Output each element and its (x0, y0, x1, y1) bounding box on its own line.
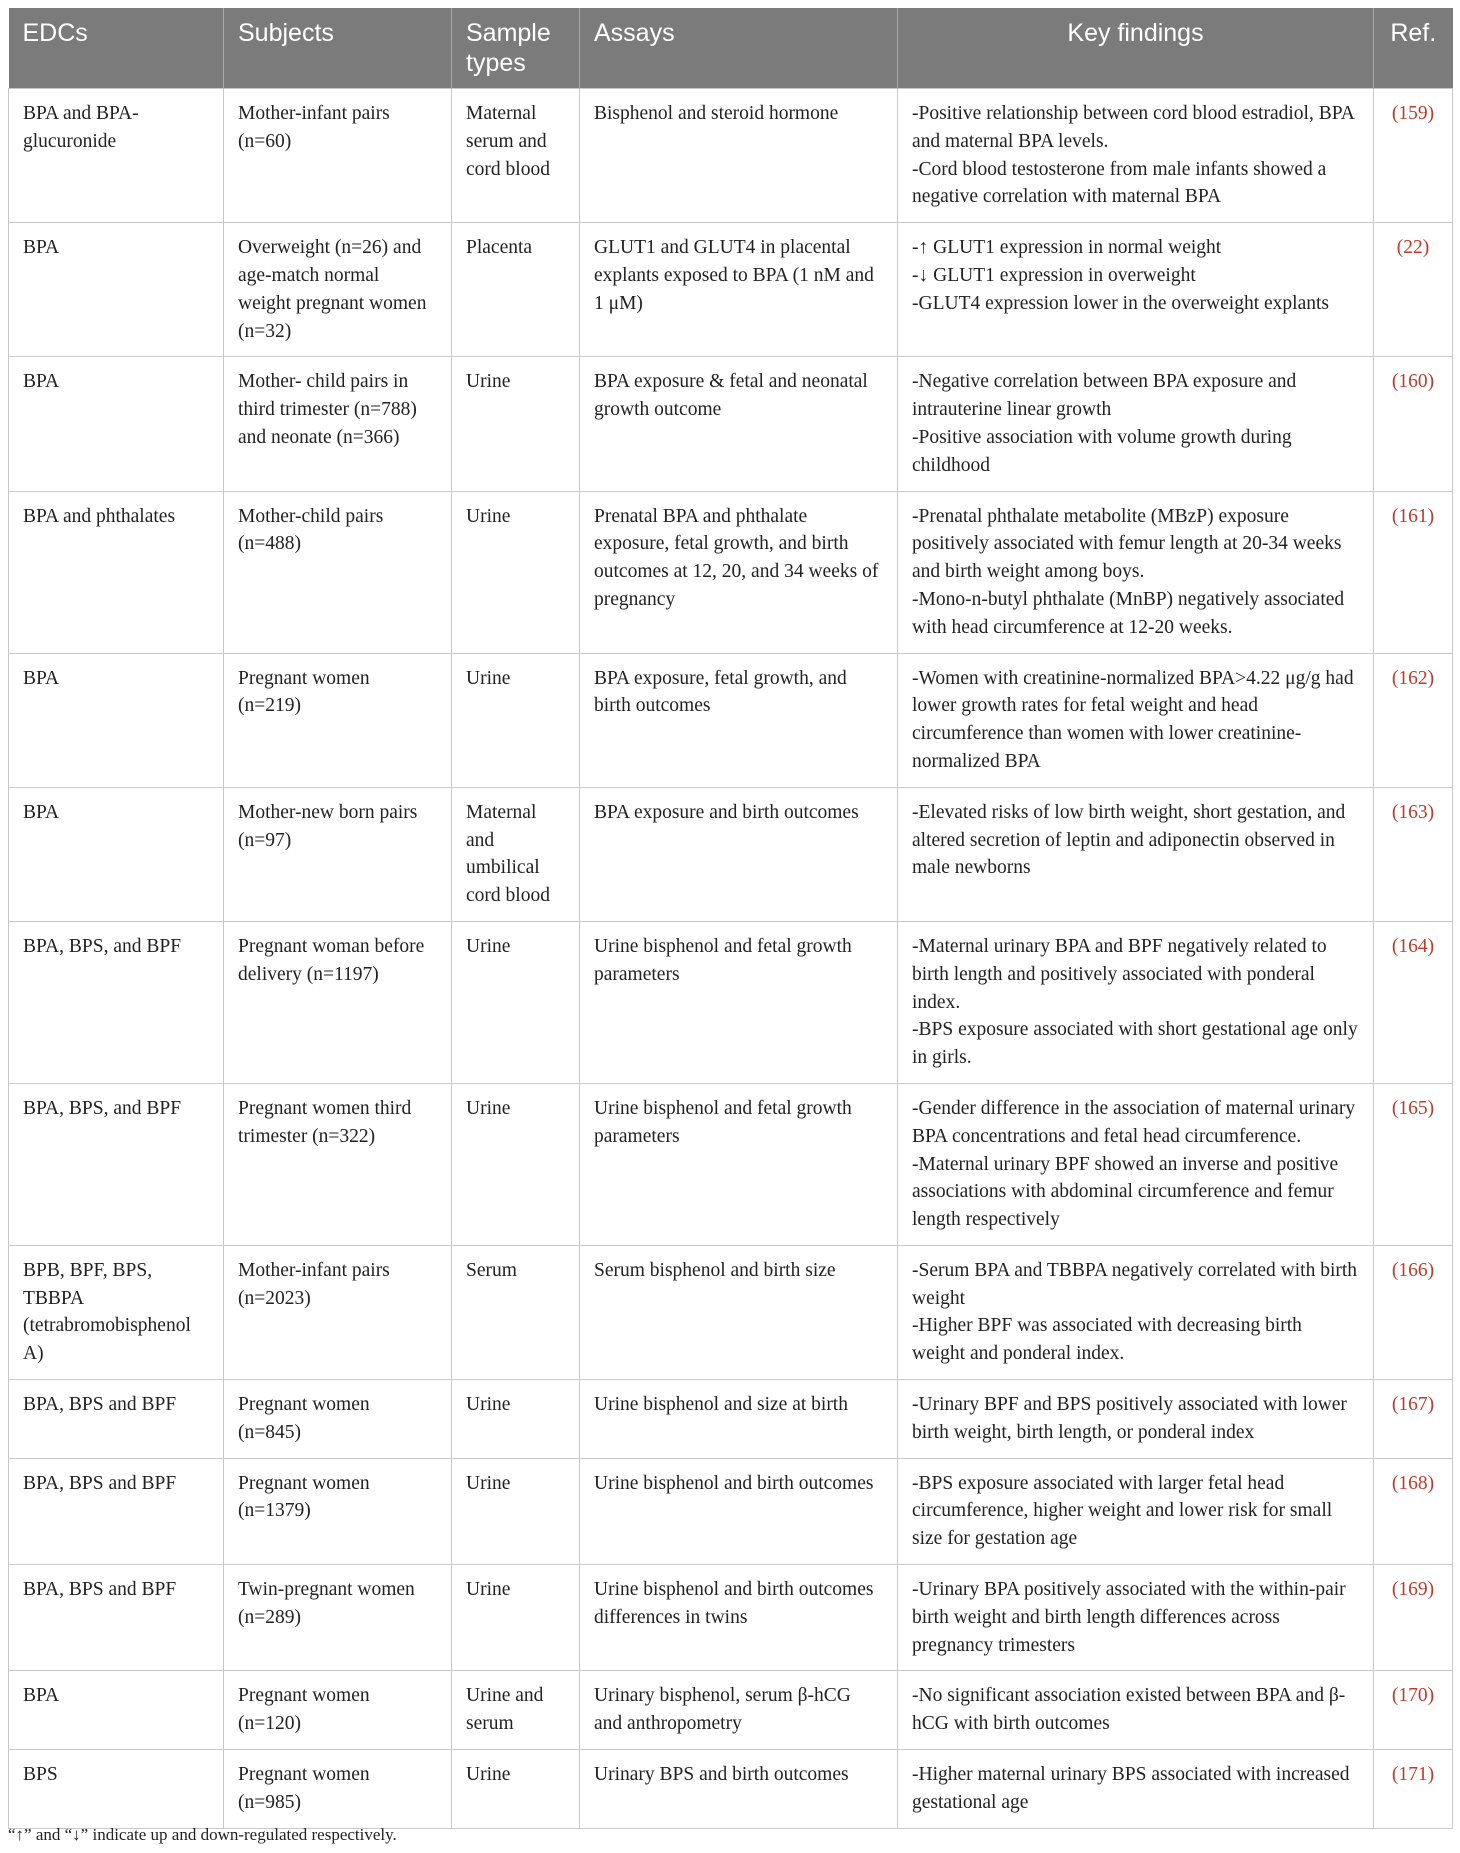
header-edcs: EDCs (9, 8, 224, 89)
table-body (9, 89, 1453, 1829)
finding-item: -BPS exposure associated with larger fetal head circumference, higher weight and lower risk for small size for gestation age (912, 1472, 1333, 1550)
finding-item: -Women with creatinine-normalized BPA>4.22 μg/g had lower growth rates for fetal weight and head circumference than women with lower creatinine-normalized BPA (912, 667, 1354, 772)
cell-sample-types: Urine (452, 491, 580, 653)
cell-key-findings (898, 921, 1374, 1083)
cell-assays: Urinary bisphenol, serum β-hCG and anthropometry (580, 1671, 898, 1750)
finding-item: -Serum BPA and TBBPA negatively correlated with birth weight (912, 1259, 1358, 1309)
cell-subjects: Pregnant woman before delivery (n=1197) (224, 921, 452, 1083)
cell-key-findings (898, 1458, 1374, 1564)
reference-link[interactable]: (168) (1374, 1458, 1453, 1564)
cell-sample-types: Urine (452, 1458, 580, 1564)
finding-item: -Urinary BPA positively associated with the within-pair birth weight and birth length differences across pregnancy trimesters (912, 1579, 1346, 1656)
header-ref: Ref. (1374, 8, 1453, 89)
cell-subjects: Mother-infant pairs (n=2023) (224, 1245, 452, 1379)
cell-assays: BPA exposure & fetal and neonatal growth outcome (580, 357, 898, 491)
cell-subjects: Twin-pregnant women (n=289) (224, 1565, 452, 1671)
table-row (9, 1565, 1453, 1671)
cell-assays: Bisphenol and steroid hormone (580, 89, 898, 223)
cell-key-findings (898, 223, 1374, 357)
cell-edcs: BPS (9, 1750, 224, 1829)
table-row (9, 653, 1453, 787)
cell-key-findings (898, 653, 1374, 787)
finding-item: -Maternal urinary BPF showed an inverse and positive associations with abdominal circumference and femur length respectively (912, 1153, 1339, 1231)
cell-edcs: BPA, BPS and BPF (9, 1565, 224, 1671)
cell-assays: GLUT1 and GLUT4 in placental explants exposed to BPA (1 nM and 1 μM) (580, 223, 898, 357)
finding-item: -BPS exposure associated with short gestational age only in girls. (912, 1019, 1358, 1069)
cell-edcs: BPA, BPS, and BPF (9, 1083, 224, 1245)
cell-sample-types: Urine (452, 357, 580, 491)
cell-assays: Urine bisphenol and birth outcomes differences in twins (580, 1565, 898, 1671)
cell-edcs: BPA, BPS and BPF (9, 1380, 224, 1459)
reference-link[interactable]: (161) (1374, 491, 1453, 653)
finding-item: -Prenatal phthalate metabolite (MBzP) exposure positively associated with femur length at 20-34 weeks and birth weight among boys. (912, 505, 1342, 583)
header-row (9, 8, 1453, 89)
data-table (8, 8, 1453, 1829)
cell-subjects: Pregnant women (n=219) (224, 653, 452, 787)
cell-subjects: Overweight (n=26) and age-match normal weight pregnant women (n=32) (224, 223, 452, 357)
cell-sample-types: Serum (452, 1245, 580, 1379)
cell-subjects: Pregnant women third trimester (n=322) (224, 1083, 452, 1245)
finding-item: -Elevated risks of low birth weight, short gestation, and altered secretion of leptin and adiponectin observed in male newborns (912, 801, 1346, 879)
finding-item: -Gender difference in the association of maternal urinary BPA concentrations and fetal head circumference. (912, 1097, 1356, 1147)
cell-assays: Urine bisphenol and fetal growth parameters (580, 921, 898, 1083)
cell-edcs: BPA and BPA-glucuronide (9, 89, 224, 223)
cell-key-findings (898, 1565, 1374, 1671)
header-key-findings: Key findings (898, 8, 1374, 89)
reference-link[interactable]: (22) (1374, 223, 1453, 357)
cell-key-findings (898, 1380, 1374, 1459)
cell-key-findings (898, 89, 1374, 223)
finding-item: -Positive relationship between cord blood estradiol, BPA and maternal BPA levels. (912, 103, 1354, 152)
finding-item: -No significant association existed between BPA and β-hCG with birth outcomes (912, 1685, 1346, 1735)
finding-item: -Higher maternal urinary BPS associated with increased gestational age (912, 1764, 1350, 1813)
reference-link[interactable]: (160) (1374, 357, 1453, 491)
cell-sample-types: Urine (452, 1380, 580, 1459)
reference-link[interactable]: (167) (1374, 1380, 1453, 1459)
table-footnote: “↑” and “↓” indicate up and down-regulated respectively. (8, 1825, 397, 1844)
cell-assays: Prenatal BPA and phthalate exposure, fetal growth, and birth outcomes at 12, 20, and 34 weeks of pregnancy (580, 491, 898, 653)
reference-link[interactable]: (164) (1374, 921, 1453, 1083)
cell-sample-types: Urine (452, 921, 580, 1083)
cell-subjects: Pregnant women (n=1379) (224, 1458, 452, 1564)
cell-edcs: BPA, BPS, and BPF (9, 921, 224, 1083)
cell-assays: BPA exposure, fetal growth, and birth outcomes (580, 653, 898, 787)
finding-item: -Higher BPF was associated with decreasing birth weight and ponderal index. (912, 1315, 1302, 1365)
table-row (9, 223, 1453, 357)
table-row (9, 491, 1453, 653)
cell-key-findings (898, 1083, 1374, 1245)
cell-edcs: BPA (9, 653, 224, 787)
reference-link[interactable]: (169) (1374, 1565, 1453, 1671)
table-row (9, 89, 1453, 223)
reference-link[interactable]: (170) (1374, 1671, 1453, 1750)
finding-item: -Mono-n-butyl phthalate (MnBP) negatively associated with head circumference at 12-20 weeks. (912, 588, 1345, 638)
reference-link[interactable]: (166) (1374, 1245, 1453, 1379)
finding-item: -Positive association with volume growth during childhood (912, 426, 1292, 476)
finding-item: -GLUT4 expression lower in the overweight explants (912, 292, 1329, 314)
cell-key-findings (898, 357, 1374, 491)
cell-subjects: Mother-child pairs (n=488) (224, 491, 452, 653)
cell-sample-types: Maternal and umbilical cord blood (452, 787, 580, 921)
table-row (9, 1750, 1453, 1829)
cell-assays: Urinary BPS and birth outcomes (580, 1750, 898, 1829)
header-subjects: Subjects (224, 8, 452, 89)
cell-edcs: BPA and phthalates (9, 491, 224, 653)
table-row (9, 1458, 1453, 1564)
reference-link[interactable]: (163) (1374, 787, 1453, 921)
table-row (9, 1380, 1453, 1459)
table-row (9, 1083, 1453, 1245)
cell-edcs: BPA (9, 357, 224, 491)
cell-sample-types: Placenta (452, 223, 580, 357)
cell-key-findings (898, 1671, 1374, 1750)
cell-edcs: BPA (9, 1671, 224, 1750)
cell-assays: BPA exposure and birth outcomes (580, 787, 898, 921)
header-sample-types: Sample types (452, 8, 580, 89)
finding-item: -↓ GLUT1 expression in overweight (912, 264, 1196, 286)
finding-item: -Negative correlation between BPA exposure and intrauterine linear growth (912, 371, 1297, 421)
cell-sample-types: Maternal serum and cord blood (452, 89, 580, 223)
cell-subjects: Pregnant women (n=845) (224, 1380, 452, 1459)
table-row (9, 1671, 1453, 1750)
cell-edcs: BPA (9, 787, 224, 921)
cell-key-findings (898, 1750, 1374, 1829)
table-row (9, 787, 1453, 921)
reference-link[interactable]: (165) (1374, 1083, 1453, 1245)
finding-item: -Maternal urinary BPA and BPF negatively related to birth length and positively associated with ponderal index. (912, 935, 1327, 1013)
cell-sample-types: Urine and serum (452, 1671, 580, 1750)
finding-item: -Cord blood testosterone from male infants showed a negative correlation with maternal BPA (912, 158, 1327, 208)
table-row (9, 357, 1453, 491)
table-header (9, 8, 1453, 89)
cell-subjects: Mother-new born pairs (n=97) (224, 787, 452, 921)
finding-item: -↑ GLUT1 expression in normal weight (912, 237, 1222, 259)
cell-edcs: BPB, BPF, BPS, TBBPA (tetrabromobisphenol A) (9, 1245, 224, 1379)
cell-subjects: Pregnant women (n=985) (224, 1750, 452, 1829)
cell-edcs: BPA, BPS and BPF (9, 1458, 224, 1564)
reference-link[interactable]: (162) (1374, 653, 1453, 787)
cell-key-findings (898, 1245, 1374, 1379)
reference-link[interactable]: (159) (1374, 89, 1453, 223)
cell-subjects: Mother-infant pairs (n=60) (224, 89, 452, 223)
cell-key-findings (898, 787, 1374, 921)
cell-key-findings (898, 491, 1374, 653)
cell-assays: Urine bisphenol and fetal growth parameters (580, 1083, 898, 1245)
table-row (9, 921, 1453, 1083)
cell-sample-types: Urine (452, 653, 580, 787)
cell-assays: Urine bisphenol and birth outcomes (580, 1458, 898, 1564)
finding-item: -Urinary BPF and BPS positively associated with lower birth weight, birth length, or ponderal index (912, 1394, 1347, 1443)
header-assays: Assays (580, 8, 898, 89)
cell-assays: Serum bisphenol and birth size (580, 1245, 898, 1379)
cell-sample-types: Urine (452, 1565, 580, 1671)
cell-subjects: Mother- child pairs in third trimester (n=788) and neonate (n=366) (224, 357, 452, 491)
cell-assays: Urine bisphenol and size at birth (580, 1380, 898, 1459)
reference-link[interactable]: (171) (1374, 1750, 1453, 1829)
cell-sample-types: Urine (452, 1083, 580, 1245)
cell-subjects: Pregnant women (n=120) (224, 1671, 452, 1750)
cell-sample-types: Urine (452, 1750, 580, 1829)
table-row (9, 1245, 1453, 1379)
cell-edcs: BPA (9, 223, 224, 357)
